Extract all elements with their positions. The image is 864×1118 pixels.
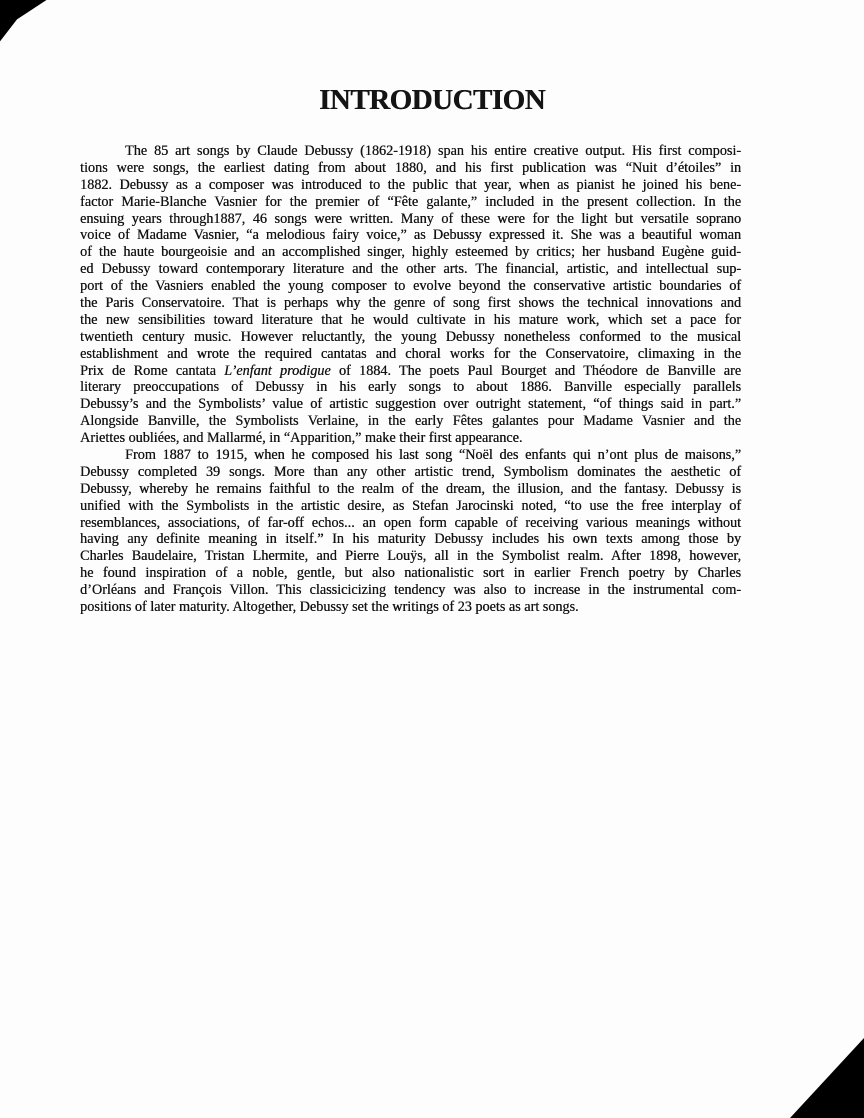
text-line: Alongside Banville, the Symbolists Verlaine, in the early Fêtes galantes pour Madame Vasnier and the: [80, 413, 741, 430]
text-line: Prix de Rome cantata L’enfant prodigue of 1884. The poets Paul Bourget and Théodore de Banville are: [80, 362, 741, 379]
text-line: literary preoccupations of Debussy in his early songs to about 1886. Banville especially parallels: [80, 379, 741, 396]
text-line: ed Debussy toward contemporary literature and the other arts. The financial, artistic, and intellectual sup-: [80, 261, 741, 278]
text-line: the Paris Conservatoire. That is perhaps why the genre of song first shows the technical innovations and: [80, 295, 741, 312]
text-line: Debussy’s and the Symbolists’ value of artistic suggestion over outright statement, “of things said in part.”: [80, 396, 741, 413]
text-line: Ariettes oubliées, and Mallarmé, in “Apparition,” make their first appearance.: [80, 430, 523, 447]
text-line: From 1887 to 1915, when he composed his last song “Noël des enfants qui n’ont plus de maisons,”: [125, 447, 741, 464]
text-line: The 85 art songs by Claude Debussy (1862-1918) span his entire creative output. His first composi-: [125, 143, 741, 159]
text-line: of the haute bourgeoisie and an accomplished singer, highly esteemed by critics; her husband Eugène guid-: [80, 244, 741, 261]
text-line: Debussy completed 39 songs. More than any other artistic trend, Symbolism dominates the aesthetic of: [80, 463, 741, 480]
text-line: Debussy, whereby he remains faithful to the realm of the dream, the illusion, and the fantasy. Debussy is: [80, 480, 741, 497]
text-line: unified with the Symbolists in the artistic desire, as Stefan Jarocinski noted, “to use the free interplay of: [80, 497, 741, 514]
scan-artifact-top-left: [0, 0, 50, 46]
scan-artifact-bottom-right: [790, 1038, 864, 1118]
text-line: port of the Vasniers enabled the young composer to evolve beyond the conservative artistic boundaries of: [80, 278, 741, 295]
body-text: [80, 143, 741, 616]
text-line: resemblances, associations, of far-off echos... an open form capable of receiving various meanings without: [80, 514, 741, 531]
text-line: tions were songs, the earliest dating from about 1880, and his first publication was “Nuit d’étoiles” in: [80, 159, 741, 176]
text-line: twentieth century music. However reluctantly, the young Debussy nonetheless conformed to the musical: [80, 328, 741, 345]
page-title: INTRODUCTION: [318, 84, 546, 116]
text-line: having any definite meaning in itself.” In his maturity Debussy includes his own texts among those by: [80, 531, 741, 548]
text-line: 1882. Debussy as a composer was introduced to the public that year, when as pianist he joined his bene-: [80, 176, 741, 193]
text-line: establishment and wrote the required cantatas and choral works for the Conservatoire, climaxing in the: [80, 345, 741, 362]
text-line: ensuing years through1887, 46 songs were written. Many of these were for the light but versatile soprano: [80, 210, 741, 227]
text-line: factor Marie-Blanche Vasnier for the premier of “Fête galante,” included in the present collection. In the: [80, 193, 741, 210]
text-line: d’Orléans and François Villon. This classicicizing tendency was also to increase in the instrumental com-: [80, 582, 741, 599]
text-line: Charles Baudelaire, Tristan Lhermite, and Pierre Louÿs, all in the Symbolist realm. After 1898, however,: [80, 548, 741, 565]
text-line: the new sensibilities toward literature that he would cultivate in his mature work, which set a pace for: [80, 311, 741, 328]
text-line: positions of later maturity. Altogether, Debussy set the writings of 23 poets as art songs.: [80, 599, 579, 616]
text-line: he found inspiration of a noble, gentle, but also nationalistic sort in earlier French poetry by Charles: [80, 565, 741, 582]
text-line: voice of Madame Vasnier, “a melodious fairy voice,” as Debussy expressed it. She was a beautiful woman: [80, 227, 741, 244]
